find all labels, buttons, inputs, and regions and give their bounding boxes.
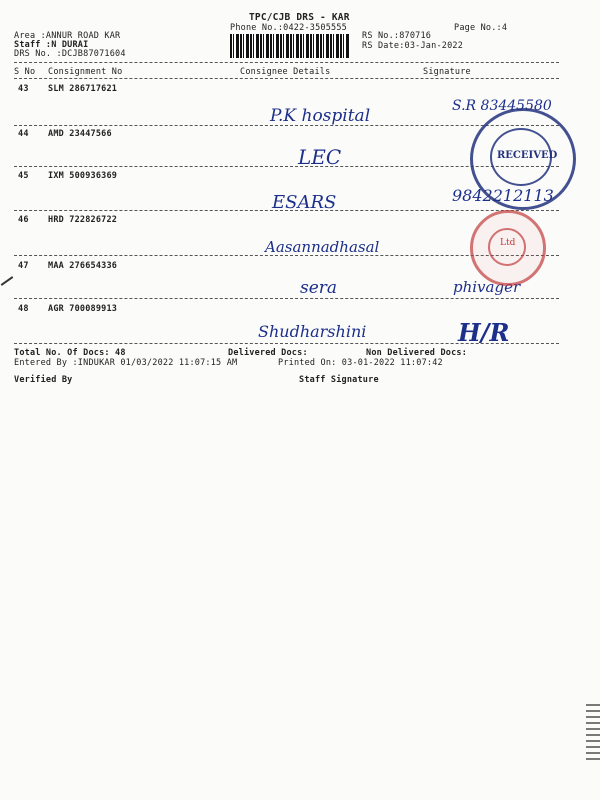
- staff-signature: Staff Signature: [299, 375, 379, 385]
- barcode: [230, 34, 350, 58]
- row-divider: [14, 210, 559, 211]
- consignee-handwriting: sera: [300, 278, 338, 298]
- rs-date: RS Date:03-Jan-2022: [362, 41, 464, 51]
- signature-handwriting: H/R: [458, 318, 510, 347]
- delivered-docs: Delivered Docs:: [228, 348, 308, 358]
- row-consignment: HRD 722826722: [48, 215, 118, 225]
- signature-handwriting: 9842212113: [452, 186, 554, 205]
- col-consignment: Consignment No: [48, 67, 123, 77]
- row-sno: 44: [18, 129, 29, 139]
- entered-by: Entered By :INDUKAR 01/03/2022 11:07:15 AM: [14, 358, 238, 368]
- consignee-handwriting: LEC: [298, 145, 342, 169]
- row-divider: [14, 343, 559, 344]
- non-delivered-docs: Non Delivered Docs:: [366, 348, 468, 358]
- printed-on: Printed On: 03-01-2022 11:07:42: [278, 358, 443, 368]
- header-divider: [14, 62, 559, 63]
- row-sno: 48: [18, 304, 29, 314]
- red-stamp-text: Ltd: [500, 238, 516, 248]
- row-consignment: MAA 276654336: [48, 261, 118, 271]
- row-sno: 43: [18, 84, 29, 94]
- row-consignment: AGR 700089913: [48, 304, 118, 314]
- row-divider: [14, 298, 559, 299]
- row-divider: [14, 125, 559, 126]
- scan-mark: [586, 700, 600, 760]
- signature-handwriting: S.R 83445580: [452, 98, 552, 114]
- rs-number: RS No.:870716: [362, 31, 432, 41]
- column-divider: [14, 78, 559, 79]
- col-signature: Signature: [423, 67, 471, 77]
- row-sno: 47: [18, 261, 29, 271]
- total-docs: Total No. Of Docs: 48: [14, 348, 126, 358]
- scan-mark: [1, 276, 14, 286]
- area-label: Area :ANNUR ROAD KAR: [14, 31, 121, 41]
- col-consignee: Consignee Details: [240, 67, 331, 77]
- consignee-handwriting: P.K hospital: [270, 106, 371, 126]
- row-sno: 46: [18, 215, 29, 225]
- drs-number: DRS No. :DCJB87071604: [14, 49, 126, 59]
- row-consignment: SLM 286717621: [48, 84, 118, 94]
- staff-label: Staff :N DURAI: [14, 40, 89, 50]
- consignee-handwriting: Shudharshini: [258, 322, 367, 341]
- document-title: TPC/CJB DRS - KAR: [249, 12, 350, 23]
- row-consignment: AMD 23447566: [48, 129, 112, 139]
- row-sno: 45: [18, 171, 29, 181]
- verified-by: Verified By: [14, 375, 73, 385]
- consignee-handwriting: ESARS: [272, 192, 337, 213]
- signature-handwriting: phivager: [453, 278, 521, 296]
- col-sno: S No: [14, 67, 36, 77]
- stamp-received-text: RECEIVED: [497, 150, 558, 161]
- consignee-handwriting: Aasannadhasal: [265, 238, 380, 256]
- page-number: Page No.:4: [454, 23, 508, 33]
- phone-number: Phone No.:0422-3505555: [230, 23, 347, 33]
- row-consignment: IXM 500936369: [48, 171, 118, 181]
